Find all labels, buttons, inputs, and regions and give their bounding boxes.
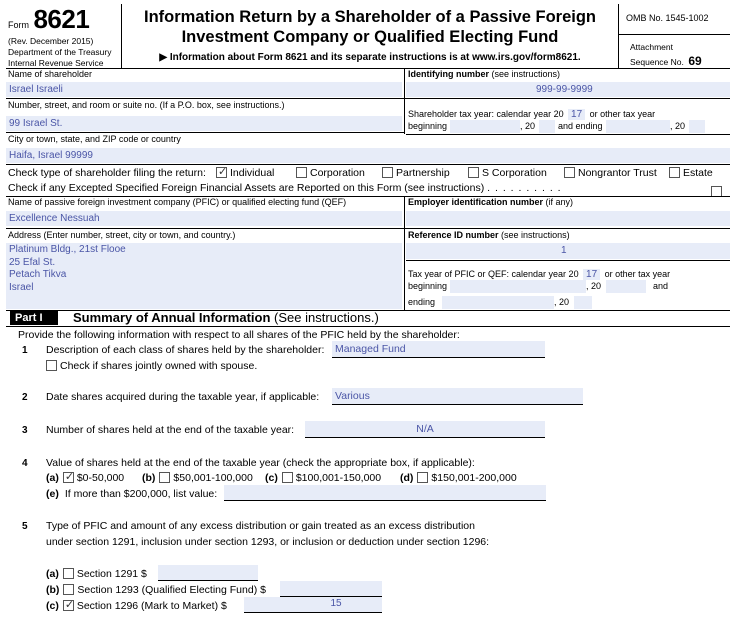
line2-value: Various [335,390,370,402]
filing-type-estate[interactable] [669,167,713,179]
filing-type-individual-label: Individual [230,167,275,179]
ein-field[interactable] [406,211,730,226]
part1-title-hint: (See instructions.) [274,310,379,325]
ein-label: Employer identification number [408,197,544,207]
filing-type-s-corporation-checkbox[interactable] [468,167,479,178]
line4-label: Value of shares held at the end of the taxable year (check the appropriate box, if applicable): [46,457,475,469]
line5-option-b-checkbox[interactable] [63,584,74,595]
rule-tax-year [406,134,730,135]
filing-type-s-corporation[interactable] [468,167,547,179]
form-title-line2: Investment Company or Qualified Electing Fund [181,28,559,46]
pfic-name-field[interactable] [6,211,402,226]
identifying-number-hint: (see instructions) [491,69,561,79]
line3-label: Number of shares held at the end of the taxable year: [46,424,295,436]
line1-field[interactable] [332,341,545,358]
filing-type-corporation[interactable] [296,167,365,179]
pfic-ending-row [408,296,730,310]
line4-option-c-label: $100,001-150,000 [295,472,382,484]
pfic-name-label: Name of passive foreign investment company (PFIC) or qualified electing fund (QEF) [8,197,347,207]
line5-option-b[interactable] [46,584,266,596]
form-prefix: Form [8,20,29,30]
line5-option-c-checkbox[interactable] [63,600,74,611]
form-number-block [8,4,89,35]
line4-option-d[interactable] [400,472,517,484]
line1-joint-checkbox[interactable] [46,360,57,371]
form-irs: Internal Revenue Service [8,58,104,68]
rule-ref [406,260,730,261]
line5-option-c[interactable] [46,600,227,612]
form-info-line: ▶ Information about Form 8621 and its separate instructions is at www.irs.gov/form8621. [159,52,581,63]
shareholder-beginning-year-field[interactable] [539,120,555,133]
line4-option-c[interactable] [265,472,381,484]
line5-option-b-letter: (b) [46,584,60,596]
line2-field[interactable] [332,388,583,405]
line4e-row [46,488,217,500]
line4-option-b-label: $50,001-100,000 [173,472,253,484]
pfic-tax-year-other: or other tax year [604,269,671,279]
reference-id-value: 1 [561,245,567,256]
reference-id-hint: (see instructions) [501,230,570,240]
pfic-beginning-year-field[interactable] [606,280,646,293]
rule-2 [6,98,730,99]
line5-option-c-letter: (c) [46,600,59,612]
identifying-number-label: Identifying number [408,69,489,79]
excepted-assets-checkbox[interactable] [711,182,725,200]
filing-type-corporation-label: Corporation [310,167,365,179]
attachment-label: Attachment [630,42,673,52]
rule-3 [6,132,404,133]
line4-option-a-checkbox[interactable] [63,472,74,483]
shareholder-name-label: Name of shareholder [8,69,93,79]
line4-option-d-letter: (d) [400,472,414,484]
line5-option-a-label: Section 1291 $ [76,568,147,580]
filing-type-partnership-label: Partnership [396,167,450,179]
line4-number: 4 [22,458,28,469]
city-field[interactable] [6,148,730,163]
line4-option-d-label: $150,001-200,000 [431,472,517,484]
excepted-assets-dots: . . . . . . . . . . [487,182,562,194]
rule-top [6,68,730,69]
line4-option-a-letter: (a) [46,472,59,484]
filing-type-nongrantor-trust-checkbox[interactable] [564,167,575,178]
filing-type-nongrantor-trust[interactable] [564,167,657,179]
line4-option-b[interactable] [142,472,253,484]
shareholder-tax-year-value[interactable]: 17 [568,109,585,120]
shareholder-ending-field[interactable] [606,120,670,133]
shareholder-tax-year-label: Shareholder tax year: calendar year 20 [408,109,564,119]
omb-number: OMB No. 1545-1002 [626,13,709,23]
pfic-beginning-field[interactable] [450,280,586,293]
form-dept: Department of the Treasury [8,47,112,57]
street-label: Number, street, and room or suite no. (If a P.O. box, see instructions.) [8,100,285,110]
part1-title: Summary of Annual Information [73,310,271,325]
shareholder-column-divider [404,68,405,134]
reference-id-label: Reference ID number [408,230,499,240]
shareholder-tax-period-row [408,120,730,134]
pfic-tax-year-label: Tax year of PFIC or QEF: calendar year 20 [408,269,579,279]
reference-id-label-block [408,230,570,240]
rule-6 [6,228,730,229]
sequence-label: Sequence No. [630,57,684,67]
identifying-number-label-block [408,69,560,79]
pfic-address-label: Address (Enter number, street, city or town, and country.) [8,230,236,240]
pfic-address-line: Petach Tikva [9,269,67,281]
line1-number: 1 [22,345,28,356]
line4-option-d-checkbox[interactable] [417,472,428,483]
filing-type-individual[interactable] [216,167,274,179]
line4-option-c-letter: (c) [265,472,278,484]
omb-divider [618,34,730,35]
filing-type-partnership[interactable] [382,167,450,179]
part1-tag: Part I [10,311,58,325]
line4-option-b-letter: (b) [142,472,156,484]
header-divider-left [121,4,122,68]
line4e-letter: (e) [46,488,59,500]
line5-option-a-checkbox[interactable] [63,568,74,579]
filing-type-estate-checkbox[interactable] [669,167,680,178]
shareholder-tax-year-other: or other tax year [589,109,656,119]
line3-number: 3 [22,425,28,436]
line1-joint-label: Check if shares jointly owned with spouse. [60,360,258,372]
pfic-and-label: and [653,281,669,291]
ein-hint: (if any) [545,197,574,207]
street-field[interactable] [6,116,402,131]
city-value: Haifa, Israel 99999 [9,150,93,161]
shareholder-beginning-label: beginning [408,121,448,131]
form-revision: (Rev. December 2015) [8,36,94,46]
pfic-address-line: 25 Efal St. [9,256,56,268]
pfic-address-field[interactable] [6,243,402,309]
form-title-line1: Information Return by a Shareholder of a Passive Foreign [143,8,596,26]
line2-number: 2 [22,392,28,403]
pfic-ending-year-field[interactable] [574,296,592,309]
rule-4 [6,164,730,165]
line3-value: N/A [416,423,434,435]
line4-option-c-checkbox[interactable] [282,472,293,483]
line1-value: Managed Fund [335,343,406,355]
line5-label-line1: Type of PFIC and amount of any excess distribution or gain treated as an excess distribution [46,520,475,532]
line2-label: Date shares acquired during the taxable year, if applicable: [46,391,320,403]
filing-type-corporation-checkbox[interactable] [296,167,307,178]
line5-option-a[interactable] [46,568,147,580]
reference-id-field[interactable] [406,243,730,259]
line5-option-a-letter: (a) [46,568,59,580]
filing-type-individual-checkbox[interactable] [216,167,227,178]
line1-label: Description of each class of shares held by the shareholder: [46,344,325,356]
identifying-number-value: 999-99-9999 [536,84,593,95]
line4-option-a-label: $0-50,000 [76,472,125,484]
excepted-assets-label: Check if any Excepted Specified Foreign Financial Assets are Reported on this Form (see instructions) [8,182,485,194]
line4-option-a[interactable] [46,472,124,484]
rule-part1-bottom [6,326,730,327]
line5-option-c-label: Section 1296 (Mark to Market) $ [76,600,227,612]
shareholder-name-value: Israel Israeli [9,84,63,95]
filing-type-partnership-checkbox[interactable] [382,167,393,178]
pfic-ending-year: , 20 [554,297,570,307]
part1-title-row [73,310,379,325]
ein-label-block [408,197,573,207]
pfic-beginning-label: beginning [408,281,448,291]
filing-type-estate-label: Estate [683,167,713,179]
header-divider-right [618,4,619,68]
city-label: City or town, state, and ZIP code or country [8,134,181,144]
pfic-column-divider [404,196,405,310]
shareholder-ending-year-field[interactable] [689,120,705,133]
line3-field[interactable] [305,421,545,438]
pfic-beginning-year: , 20 [586,281,602,291]
line5-option-c-value: 15 [330,598,342,609]
pfic-ending-field[interactable] [442,296,554,309]
shareholder-name-field[interactable] [6,82,402,97]
line5-option-a-field[interactable] [158,565,258,581]
filing-type-label: Check type of shareholder filing the return: [8,167,206,179]
shareholder-beginning-year: , 20 [520,121,536,131]
shareholder-ending-label: and ending [558,121,603,131]
line5-option-b-field[interactable] [280,581,382,597]
pfic-address-lines [9,244,126,294]
line5-number: 5 [22,521,28,532]
pfic-tax-year-value[interactable]: 17 [583,269,600,280]
filing-type-row [8,167,206,179]
line4e-field[interactable] [224,485,546,501]
line4e-label: If more than $200,000, list value: [64,488,218,500]
excepted-assets-row [8,182,562,194]
shareholder-beginning-field[interactable] [450,120,520,133]
pfic-name-value: Excellence Nessuah [9,213,100,224]
pfic-address-line: Israel [9,281,34,293]
pfic-address-line: Platinum Bldg., 21st Flooe [9,244,126,255]
pfic-ending-label: ending [408,297,436,307]
line4-option-b-checkbox[interactable] [159,472,170,483]
street-value: 99 Israel St. [9,118,63,129]
identifying-number-field[interactable] [406,82,730,97]
line1-joint-row[interactable] [46,360,257,372]
shareholder-ending-year: , 20 [670,121,686,131]
filing-type-s-corporation-label: S Corporation [482,167,547,179]
pfic-beginning-row [408,280,730,294]
part1-intro: Provide the following information with respect to all shares of the PFIC held by the shareholder: [18,329,460,341]
line5-label-line2: under section 1291, inclusion under section 1293, or inclusion or deduction under section 1296: [46,536,490,548]
line5-option-b-label: Section 1293 (Qualified Electing Fund) $ [77,584,266,596]
line5-option-c-field[interactable] [244,597,382,613]
sequence-number: 69 [688,54,702,68]
filing-type-nongrantor-trust-label: Nongrantor Trust [578,167,657,179]
form-number: 8621 [33,4,90,34]
